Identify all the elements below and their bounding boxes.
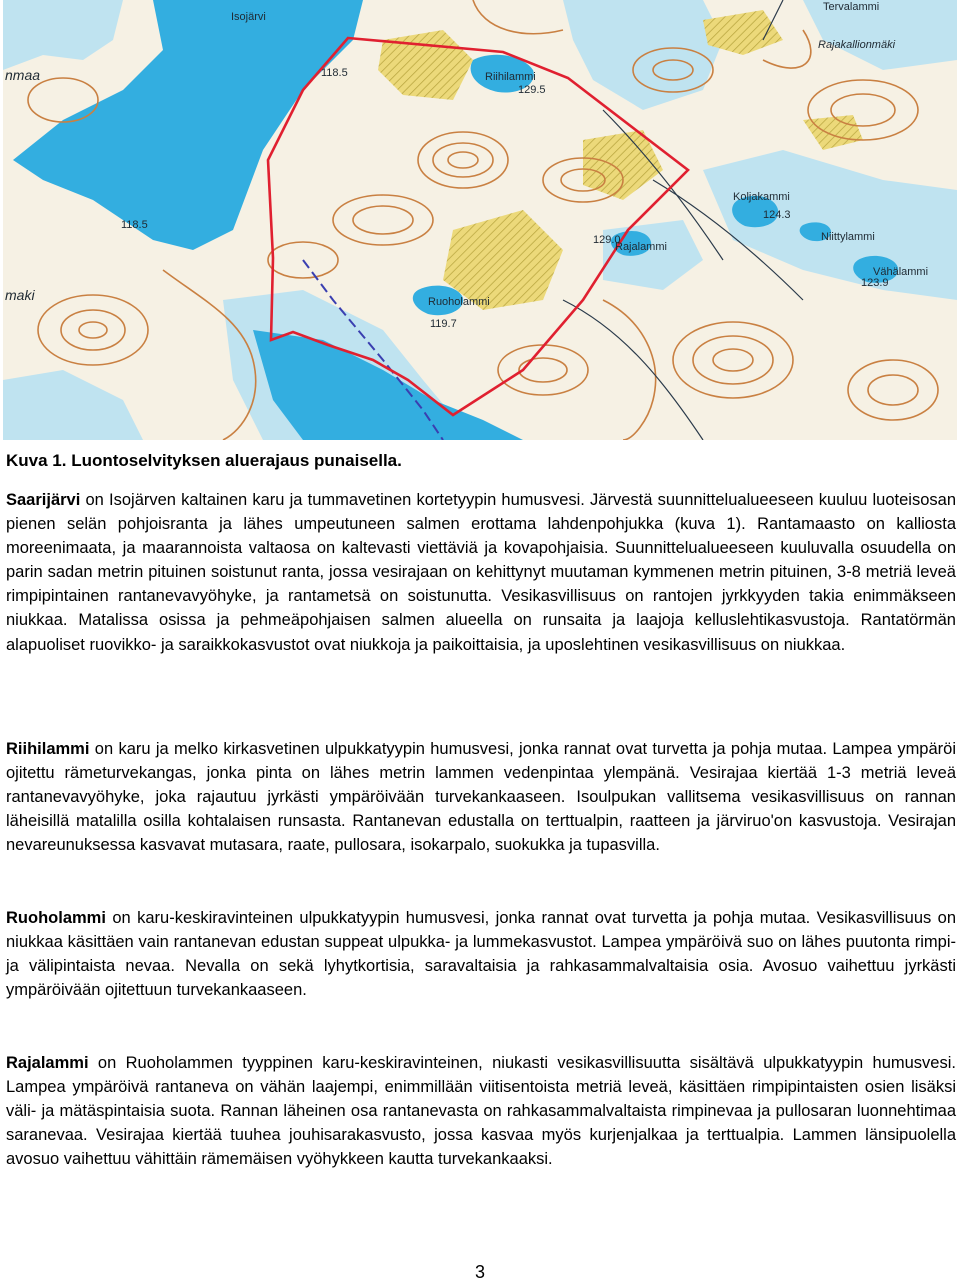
paragraph-rajalammi [6,1051,956,1171]
map-label: maki [5,287,35,303]
map-label: Koljakammi [733,191,790,203]
paragraph-title: Riihilammi [6,740,90,758]
height-label: 124.3 [763,209,791,221]
map-label: Riihilammi [485,71,536,83]
map-label: Niittylammi [821,231,875,243]
paragraph-ruoholammi [6,906,956,1002]
paragraph-title: Ruoholammi [6,909,106,927]
topographic-map [3,0,957,440]
height-label: 129.0 [593,234,621,246]
paragraph-text: on Isojärven kaltainen karu ja tummavetinen kortetyypin humusvesi. Järvestä suunnittelualueeseen kuuluu luoteisosan pienen selän pohjoisranta ja lähes umpeutuneen salmen erottama lahdenpohjukka (kuva 1). Rantamaasto on kalliosta moreenimaata, ja maarannoista valtaosa on kaltevasti viettäviä ja kovapohjaisia. Suunnittelualueeseen kuuluvalla osuudella on parin sadan metrin pituinen soistunut ranta, jossa vesirajaan on kehittynyt muutaman kymmenen metrin pituinen, 3-8 metriä leveä rimpipintainen rantanevavyöhyke, ja rantametsä on soistunutta. Vesikasvillisuus on rantojen jyrkkyyden takia enimmäkseen niukkaa. Matalissa osissa ja pehmeäpohjaisen salmen alueella on runsaita ja laajoja kelluslehtikasvustoja. Rantatörmän alapuoliset ruovikko- ja saraikkokasvustot ovat niukkoja ja paikoittaisia, ja uposlehtinen vesikasvillisuus on niukkaa. [6,491,956,654]
map-label: Vähälammi [873,266,929,278]
height-label: 129.5 [518,84,546,96]
paragraph-title: Rajalammi [6,1054,89,1072]
height-label: 118.5 [321,67,348,79]
paragraph-text: on Ruoholammen tyyppinen karu-keskiravinteinen, niukasti vesikasvillisuutta sisältävä ulpukkatyypin humusvesi. Lampea ympäröivä rantaneva on vähän laajempi, enimmillään viitisentoista metriä leveä, käsittäen rimpipintaisten osien lisäksi väli- ja mätäspintaisia suota. Rannan läheinen osa rantanevasta on rahkasammalvaltaista rimpinevaa ja pullosaran luonnehtimaa saranevaa. Vesirajaa kiertää tuuhea jouhisarakasvusto, jossa kasvaa myös kurjenjalkaa ja terttualpia. Lammen länsipuolella avosuo vaihettuu vähittäin rämemäisen vyöhykkeen kautta turvekankaaksi. [6,1054,956,1169]
map-label: Isojärvi [231,11,266,23]
height-label: 119.7 [430,318,457,330]
map-figure [3,0,957,440]
figure-caption: Kuva 1. Luontoselvityksen aluerajaus punaisella. [6,451,402,470]
paragraph-text: on karu-keskiravinteinen ulpukkatyypin humusvesi, jonka rannat ovat turvetta ja pohja mutaa. Vesikasvillisuus on niukkaa käsittäen vain rantanevan edustan suppeat ulpukka- ja lummekasvustot. Lampea ympäröivä suo on lähes puutonta rimpi- ja välipintaista nevaa. Nevalla on sekä lyhytkortisia, saravaltaisia ja rahkasammalvaltaisia osia. Avosuo vaihettuu jyrkästi ympäröivään ojitettuun turvekankaaseen. [6,909,957,1000]
map-label: Tervalammi [823,1,880,13]
page-number: 3 [474,1262,485,1282]
map-label: Ruoholammi [428,296,490,308]
paragraph-riihilammi [6,737,956,857]
map-label: nmaa [5,67,41,83]
map-label: Rajakallionmäki [818,39,896,51]
map-label: Rajalammi [615,241,667,253]
paragraph-saarijarvi [6,488,956,657]
height-label: 123.9 [861,277,889,289]
paragraph-title: Saarijärvi [6,491,81,509]
paragraph-text: on karu ja melko kirkasvetinen ulpukkatyypin humusvesi, jonka rannat ovat turvetta ja pohja mutaa. Lampea ympäröi ojitettu rämeturvekangas, jonka pinta on lähes metrin lammen vedenpintaa ylempänä. Vesirajaa kiertää 1-3 metriä leveä rantanevavyöhyke, joka rajautuu jyrkästi ympäröivään turvekankaaseen. Isoulpukan vallitsema vesikasvillisuus on rannan läheisillä matalilla osilla kohtalaisen runsasta. Rantanevan edustalla on terttualpin, raatteen ja järviruo'on kasvustoja. Vesirajan nevareunuksessa kasvavat mutasara, raate, pullosara, isokarpalo, suokukka ja tupasvilla. [6,740,956,855]
height-label: 118.5 [121,219,148,231]
